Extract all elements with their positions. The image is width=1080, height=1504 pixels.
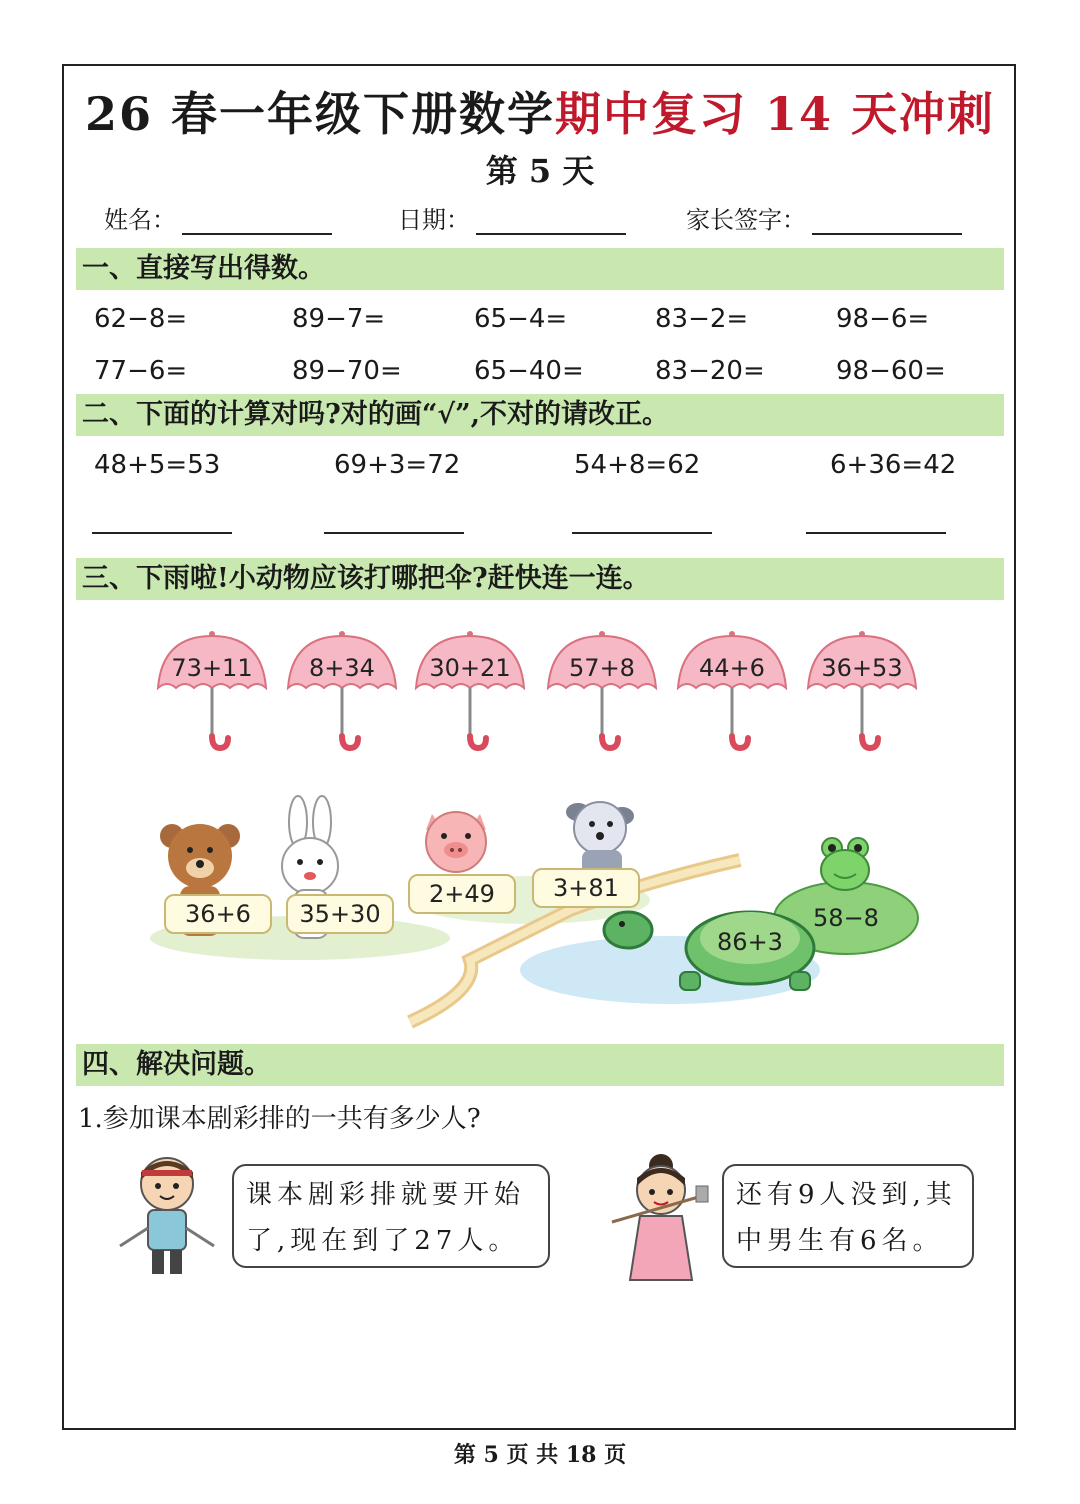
umbrella-1[interactable] — [154, 628, 270, 754]
day-label: 第 5 天 — [485, 152, 595, 190]
speech-left-line-2: 了,现在到了27人。 — [246, 1226, 520, 1256]
section-4-heading: 四、解决问题。 — [76, 1044, 1004, 1086]
name-label: 姓名： — [104, 206, 176, 234]
speech-right-line-1: 还有9人没到,其 — [736, 1180, 957, 1210]
umbrella-icon — [544, 628, 660, 754]
umbrella-3[interactable] — [412, 628, 528, 754]
section-3-heading: 三、下雨啦!小动物应该打哪把伞?赶快连一连。 — [76, 558, 1004, 600]
umbrella-5[interactable] — [674, 628, 790, 754]
boy-character-icon — [112, 1150, 222, 1280]
umbrella-4-label: 57+8 — [569, 654, 635, 682]
girl-character-icon — [606, 1150, 716, 1286]
date-label: 日期： — [398, 206, 470, 234]
pig-icon — [426, 812, 486, 872]
umbrella-6[interactable] — [804, 628, 920, 754]
check-item-2: 69+3=72 — [334, 450, 461, 480]
date-blank[interactable] — [476, 205, 626, 235]
turtle-label[interactable]: 86+3 — [717, 928, 783, 956]
umbrella-5-label: 44+6 — [699, 654, 765, 682]
problem-1-5: 98−6= — [836, 304, 930, 334]
name-field[interactable] — [104, 200, 332, 235]
title-part-black: 26 春一年级下册数学 — [84, 87, 555, 141]
umbrella-icon — [154, 628, 270, 754]
umbrella-2-label: 8+34 — [309, 654, 375, 682]
check-item-1: 48+5=53 — [94, 450, 221, 480]
umbrella-2[interactable] — [284, 628, 400, 754]
page-footer: 第 5 页 共 18 页 — [453, 1442, 627, 1468]
problem-2-3: 65−40= — [474, 356, 584, 386]
problem-2-4: 83−20= — [655, 356, 765, 386]
frog-icon — [821, 838, 869, 890]
umbrella-4[interactable] — [544, 628, 660, 754]
problem-1-4: 83−2= — [655, 304, 749, 334]
umbrella-icon — [412, 628, 528, 754]
umbrella-icon — [804, 628, 920, 754]
speech-bubble-left — [232, 1164, 550, 1268]
problem-1-2: 89−7= — [292, 304, 386, 334]
pig-card[interactable]: 2+49 — [408, 874, 516, 914]
answer-line-3[interactable] — [572, 532, 712, 534]
umbrella-3-label: 30+21 — [429, 654, 511, 682]
speech-right-line-2: 中男生有6名。 — [736, 1226, 944, 1256]
speech-left-line-1: 课本剧彩排就要开始 — [246, 1180, 526, 1210]
bear-card[interactable]: 36+6 — [164, 894, 272, 934]
problem-2-2: 89−70= — [292, 356, 402, 386]
section-1-heading: 一、直接写出得数。 — [76, 248, 1004, 290]
answer-line-4[interactable] — [806, 532, 946, 534]
umbrella-6-label: 36+53 — [821, 654, 903, 682]
answer-line-2[interactable] — [324, 532, 464, 534]
rabbit-card[interactable]: 35+30 — [286, 894, 394, 934]
umbrella-icon — [284, 628, 400, 754]
date-field[interactable] — [398, 200, 626, 235]
signature-blank[interactable] — [812, 205, 962, 235]
problem-1-3: 65−4= — [474, 304, 568, 334]
answer-line-1[interactable] — [92, 532, 232, 534]
umbrella-icon — [674, 628, 790, 754]
name-blank[interactable] — [182, 205, 332, 235]
dog-icon — [566, 802, 634, 876]
problem-2-5: 98−60= — [836, 356, 946, 386]
problem-1-1: 62−8= — [94, 304, 188, 334]
speech-bubble-right — [722, 1164, 974, 1268]
umbrella-1-label: 73+11 — [171, 654, 253, 682]
animal-scene — [150, 790, 930, 1030]
title-part-red: 期中复习 14 天冲刺 — [554, 87, 996, 141]
signature-label: 家长签字： — [686, 206, 806, 234]
word-problem-question: 1.参加课本剧彩排的一共有多少人? — [78, 1104, 481, 1134]
check-item-4: 6+36=42 — [830, 450, 957, 480]
signature-field[interactable] — [686, 200, 962, 235]
dog-card[interactable]: 3+81 — [532, 868, 640, 908]
page-title — [0, 78, 1080, 144]
problem-2-1: 77−6= — [94, 356, 188, 386]
frog-label[interactable]: 58−8 — [813, 904, 879, 932]
section-2-heading: 二、下面的计算对吗?对的画“√”,不对的请改正。 — [76, 394, 1004, 436]
check-item-3: 54+8=62 — [574, 450, 701, 480]
